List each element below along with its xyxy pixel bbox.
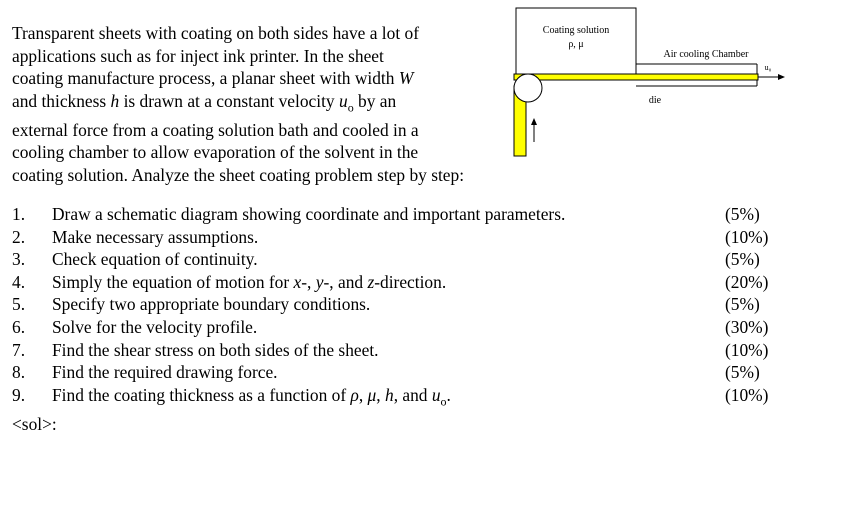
item-text bbox=[52, 271, 446, 294]
list-item bbox=[12, 248, 812, 271]
list-item bbox=[12, 226, 812, 249]
intro-line-7: coating solution. Analyze the sheet coating problem step by step: bbox=[12, 165, 465, 186]
var-mu: μ bbox=[367, 384, 377, 405]
list-item bbox=[12, 384, 812, 407]
item-text-pre: Find the coating thickness as a function of bbox=[52, 384, 351, 405]
list-item bbox=[12, 361, 812, 384]
var-y: y bbox=[315, 271, 324, 292]
die-label: die bbox=[648, 95, 662, 106]
coating-schematic bbox=[0, 0, 853, 200]
item-text: Find the shear stress on both sides of the sheet. bbox=[52, 339, 379, 360]
var-velocity: u bbox=[338, 90, 348, 111]
var-width: W bbox=[398, 68, 414, 89]
velocity-label: u₀ bbox=[764, 63, 772, 72]
item-number: 8. bbox=[12, 362, 26, 383]
bath-properties: ρ, μ bbox=[568, 39, 584, 50]
list-item bbox=[12, 271, 812, 294]
task-list bbox=[12, 203, 812, 409]
item-text: Specify two appropriate boundary conditions. bbox=[52, 294, 371, 315]
item-text-sep: -, bbox=[301, 271, 316, 292]
chamber-label: Air cooling Chamber bbox=[663, 49, 749, 60]
item-weight: (5%) bbox=[725, 249, 760, 270]
item-number: 5. bbox=[12, 294, 26, 315]
var-thickness: h bbox=[110, 90, 120, 111]
sheet-horizontal bbox=[514, 74, 758, 80]
item-text-pre: Simply the equation of motion for bbox=[52, 271, 294, 292]
item-text bbox=[52, 384, 451, 413]
item-text-sep: , and bbox=[393, 384, 432, 405]
item-weight: (10%) bbox=[725, 339, 769, 360]
list-item bbox=[12, 316, 812, 339]
item-text-post: . bbox=[446, 384, 451, 405]
item-number: 6. bbox=[12, 316, 26, 337]
item-number: 7. bbox=[12, 339, 26, 360]
intro-line-4-text-c: by an bbox=[353, 90, 397, 111]
die-roller bbox=[514, 74, 542, 102]
var-z: z bbox=[367, 271, 375, 292]
item-text-post: -direction. bbox=[374, 271, 447, 292]
item-text: Draw a schematic diagram showing coordinate and important parameters. bbox=[52, 204, 566, 224]
item-weight: (5%) bbox=[725, 204, 760, 224]
item-number: 2. bbox=[12, 226, 26, 247]
list-item bbox=[12, 203, 812, 226]
item-weight: (5%) bbox=[725, 294, 760, 315]
bath-label: Coating solution bbox=[542, 25, 610, 36]
item-text: Solve for the velocity profile. bbox=[52, 316, 258, 337]
intro-line-4-text-b: is drawn at a constant velocity bbox=[119, 90, 339, 111]
intro-line-6: cooling chamber to allow evaporation of the solvent in the bbox=[12, 142, 419, 163]
var-h: h bbox=[384, 384, 394, 405]
item-text-sep: -, and bbox=[323, 271, 368, 292]
item-weight: (30%) bbox=[725, 316, 769, 337]
intro-line-3-text: coating manufacture process, a planar sheet with width bbox=[12, 68, 399, 89]
item-text: Check equation of continuity. bbox=[52, 249, 258, 270]
item-weight: (20%) bbox=[725, 271, 769, 292]
intro-line-1: Transparent sheets with coating on both sides have a lot of bbox=[12, 23, 419, 43]
item-number: 9. bbox=[12, 384, 26, 405]
item-weight: (10%) bbox=[725, 226, 769, 247]
item-text-sep: , bbox=[358, 384, 368, 405]
var-velocity-sub: o bbox=[347, 100, 354, 115]
list-item bbox=[12, 339, 812, 362]
intro-line-2: applications such as for inject ink printer. In the sheet bbox=[12, 45, 384, 66]
velocity-arrow-head bbox=[778, 74, 785, 80]
item-number: 3. bbox=[12, 249, 26, 270]
var-rho: ρ bbox=[350, 384, 359, 405]
item-number: 4. bbox=[12, 271, 26, 292]
item-weight: (5%) bbox=[725, 362, 760, 383]
item-text: Make necessary assumptions. bbox=[52, 226, 259, 247]
upward-arrow-head bbox=[531, 118, 537, 125]
item-number: 1. bbox=[12, 204, 26, 224]
list-item bbox=[12, 293, 812, 316]
var-u-sub: o bbox=[440, 394, 447, 409]
solution-label: <sol>: bbox=[12, 414, 57, 434]
var-x: x bbox=[293, 271, 302, 292]
intro-line-5: external force from a coating solution bath and cooled in a bbox=[12, 119, 419, 140]
intro-line-4-text-a: and thickness bbox=[12, 90, 111, 111]
item-weight: (10%) bbox=[725, 384, 769, 405]
item-text: Find the required drawing force. bbox=[52, 362, 278, 383]
item-text-sep: , bbox=[376, 384, 385, 405]
var-u: u bbox=[431, 384, 441, 405]
